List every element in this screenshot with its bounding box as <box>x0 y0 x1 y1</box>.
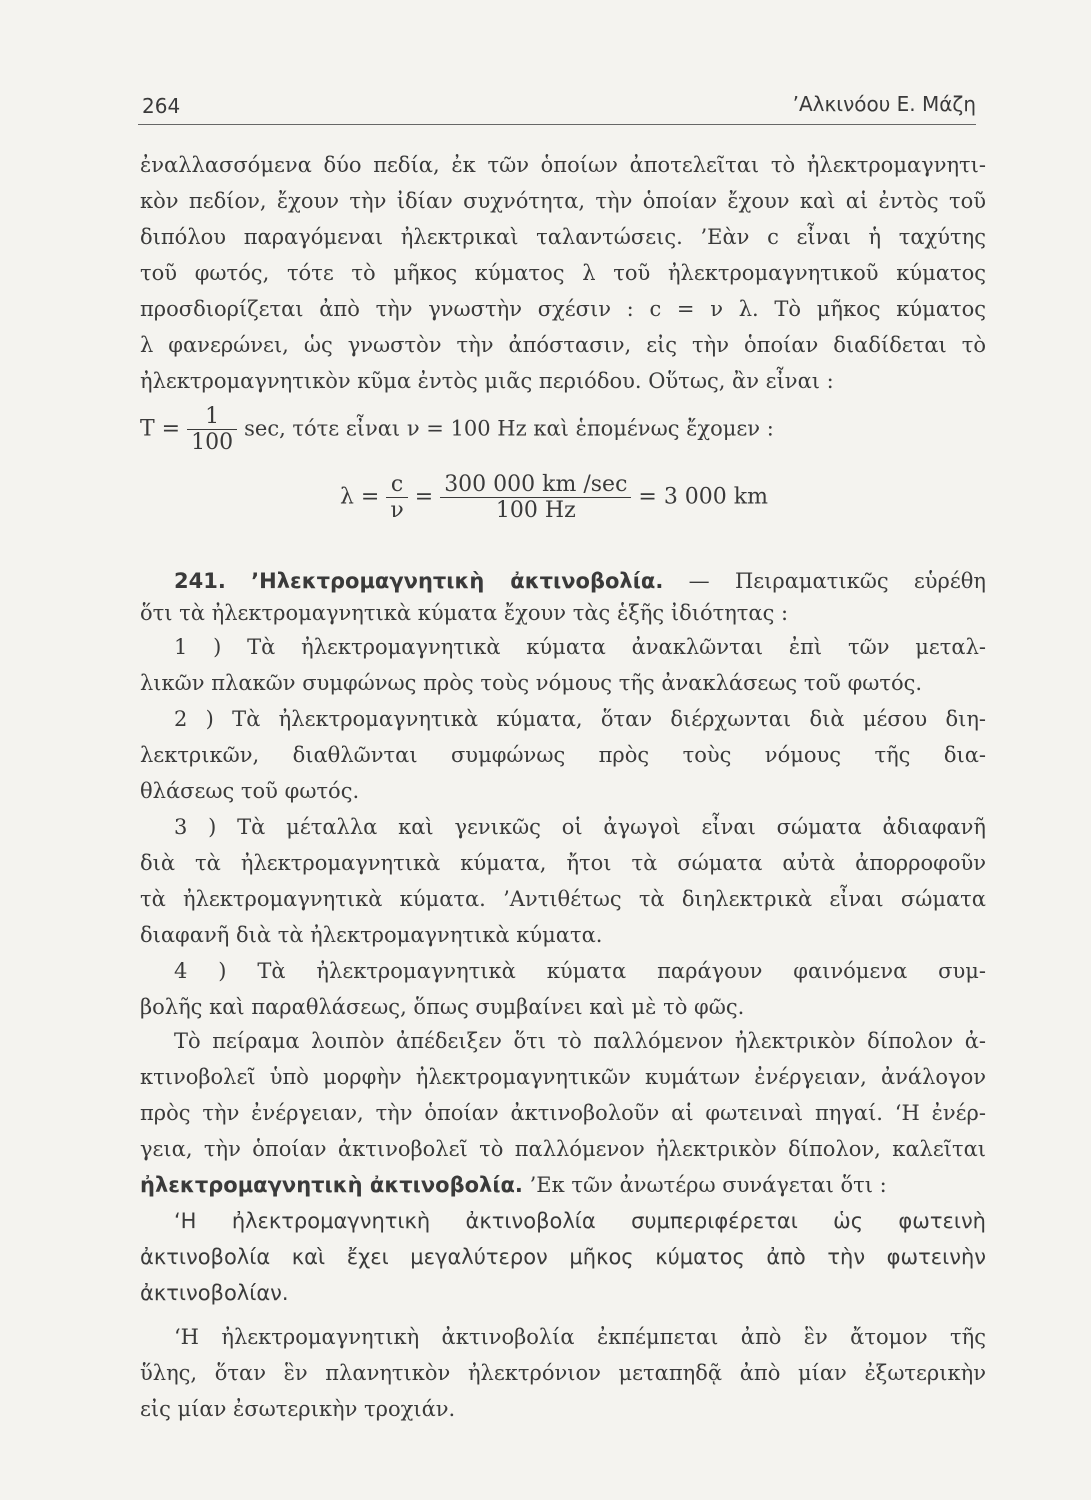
fraction-denominator: 100 <box>191 430 234 455</box>
text-line: λ φανερώνει, ὡς γνωστὸν τὴν ἀπόστασιν, εἰς τὴν ὁποίαν διαδίδεται τὸ <box>140 333 986 357</box>
list-item-continued: τὰ ἠλεκτρομαγνητικὰ κύματα. ’Αντιθέτως τὰ διηλεκτρικὰ εἶναι σώματα <box>140 887 986 911</box>
section-heading-line <box>174 566 986 596</box>
text-line: ἀκτινοβολίαν. <box>140 1281 289 1305</box>
text-line: ἐναλλασσόμενα δύο πεδία, ἐκ τῶν ὁποίων ἀποτελεῖται τὸ ἠλεκτρομαγνητι- <box>140 153 986 177</box>
formula-lhs: T = <box>140 416 181 442</box>
list-item-continued: διὰ τὰ ἠλεκτρομαγνητικὰ κύματα, ἤτοι τὰ σώματα αὐτὰ ἀπορροφοῦν <box>140 851 986 875</box>
fraction <box>440 472 631 523</box>
section-number: 241. <box>174 569 226 593</box>
fraction-numerator: 300 000 km /sec <box>440 472 631 498</box>
fraction <box>386 472 407 523</box>
text-line: εἰς μίαν ἐσωτερικὴν τροχιάν. <box>140 1397 456 1421</box>
list-item: 3 ) Τὰ μέταλλα καὶ γενικῶς οἱ ἀγωγοὶ εἶναι σώματα ἀδιαφανῆ <box>174 815 986 839</box>
list-item: 2 ) Τὰ ἠλεκτρομαγνητικὰ κύματα, ὅταν διέρχωνται διὰ μέσου διη- <box>174 707 986 731</box>
list-item-continued: λικῶν πλακῶν συμφώνως πρὸς τοὺς νόμους τῆς ἀνακλάσεως τοῦ φωτός. <box>140 671 923 695</box>
text-line: ‘Η ἠλεκτρομαγνητικὴ ἀκτινοβολία ἐκπέμπεται ἀπὸ ἓν ἄτομον τῆς <box>174 1325 986 1349</box>
text-line: πρὸς τὴν ἐνέργειαν, τὴν ὁποίαν ἀκτινοβολοῦν αἱ φωτειναὶ πηγαί. ‘Η ἐνέρ- <box>140 1101 986 1125</box>
running-title: ’Αλκινόου Ε. Μάζη <box>792 92 976 116</box>
list-item-continued: λεκτρικῶν, διαθλῶνται συμφώνως πρὸς τοὺς νόμους τῆς δια- <box>140 743 986 767</box>
list-item-continued: διαφανῆ διὰ τὰ ἠλεκτρομαγνητικὰ κύματα. <box>140 923 603 947</box>
text-line: τοῦ φωτός, τότε τὸ μῆκος κύματος λ τοῦ ἠλεκτρομαγνητικοῦ κύματος <box>140 261 986 285</box>
text-line: διπόλου παραγόμεναι ἠλεκτρικαὶ ταλαντώσεις. ’Εὰν c εἶναι ἡ ταχύτης <box>140 225 986 249</box>
formula-text: sec, τότε εἶναι ν = 100 Hz καὶ ἑπομένως ἔχομεν : <box>244 416 774 441</box>
fraction-denominator: 100 Hz <box>495 498 576 523</box>
fraction-numerator: c <box>386 472 407 498</box>
text-line: γεια, τὴν ὁποίαν ἀκτινοβολεῖ τὸ παλλόμενον ἠλεκτρικὸν δίπολον, καλεῖται <box>140 1137 986 1161</box>
formula-lhs: λ = <box>340 484 380 510</box>
formula-result: = 3 000 km <box>638 484 768 510</box>
list-item: 1 ) Τὰ ἠλεκτρομαγνητικὰ κύματα ἀνακλῶνται ἐπὶ τῶν μεταλ- <box>174 635 986 659</box>
term-bold: ἠλεκτρομαγνητικὴ ἀκτινοβολία. <box>140 1173 523 1197</box>
formula-wavelength <box>340 472 768 523</box>
fraction-denominator: ν <box>390 498 404 523</box>
text-line <box>140 1170 986 1200</box>
text-line: κὸν πεδίον, ἔχουν τὴν ἰδίαν συχνότητα, τὴν ὁποίαν ἔχουν καὶ αἱ ἐντὸς τοῦ <box>140 189 986 213</box>
page-number: 264 <box>142 94 181 118</box>
text-line: ‘Η ἠλεκτρομαγνητικὴ ἀκτινοβολία συμπεριφέρεται ὡς φωτεινὴ <box>174 1209 986 1233</box>
text-line: ὅτι τὰ ἠλεκτρομαγνητικὰ κύματα ἔχουν τὰς ἑξῆς ἰδιότητας : <box>140 601 789 625</box>
page-header <box>138 88 976 125</box>
text-line: Τὸ πείραμα λοιπὸν ἀπέδειξεν ὅτι τὸ παλλόμενον ἠλεκτρικὸν δίπολον ἀ- <box>174 1029 986 1053</box>
equals-sign: = <box>414 484 434 510</box>
list-item: 4 ) Τὰ ἠλεκτρομαγνητικὰ κύματα παράγουν φαινόμενα συμ- <box>174 959 986 983</box>
formula-period <box>140 404 774 455</box>
list-item-continued: θλάσεως τοῦ φωτός. <box>140 779 360 803</box>
text-line: ἀκτινοβολία καὶ ἔχει μεγαλύτερον μῆκος κύματος ἀπὸ τὴν φωτεινὴν <box>140 1245 986 1269</box>
fraction <box>187 404 237 455</box>
text-line: κτινοβολεῖ ὑπὸ μορφὴν ἠλεκτρομαγνητικῶν κυμάτων ἐνέργειαν, ἀνάλογον <box>140 1065 986 1089</box>
text-line: προσδιορίζεται ἀπὸ τὴν γνωστὴν σχέσιν : c = ν λ. Τὸ μῆκος κύματος <box>140 297 986 321</box>
text-line: ἠλεκτρομαγνητικὸν κῦμα ἐντὸς μιᾶς περιόδου. Οὕτως, ἂν εἶναι : <box>140 369 834 393</box>
fraction-numerator: 1 <box>187 404 237 430</box>
section-text: — Πειραματικῶς εὑρέθη <box>688 569 987 593</box>
section-title: ’Ηλεκτρομαγνητικὴ ἀκτινοβολία. <box>251 569 664 593</box>
text-line: ὕλης, ὅταν ἓν πλανητικὸν ἠλεκτρόνιον μεταπηδᾷ ἀπὸ μίαν ἐξωτερικὴν <box>140 1361 986 1385</box>
list-item-continued: βολῆς καὶ παραθλάσεως, ὅπως συμβαίνει καὶ μὲ τὸ φῶς. <box>140 995 745 1019</box>
text-span: ’Εκ τῶν ἀνωτέρω συνάγεται ὅτι : <box>529 1173 887 1197</box>
